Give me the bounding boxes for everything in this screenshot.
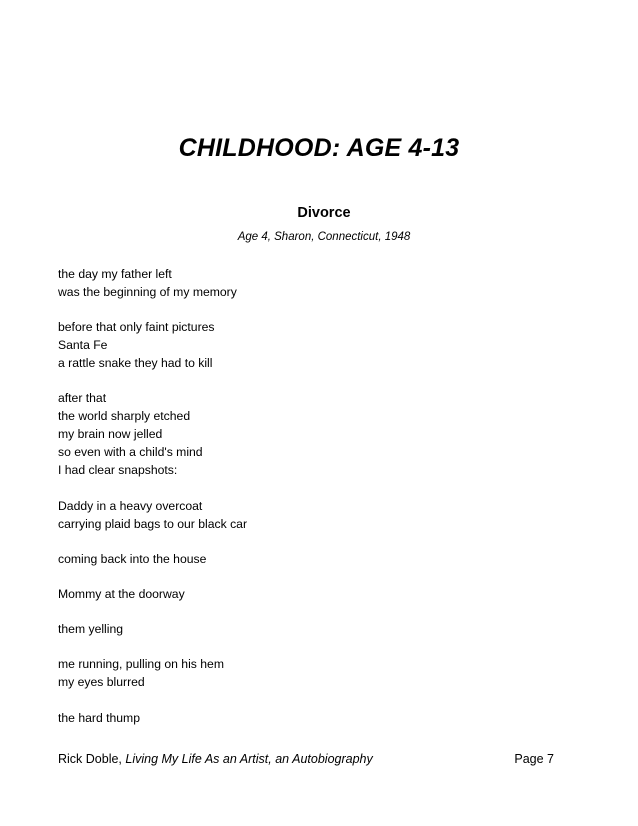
- stanza: [58, 550, 558, 568]
- poem-line: them yelling: [58, 622, 124, 637]
- footer-citation: [58, 752, 373, 766]
- poem-line: Santa Fe: [58, 338, 108, 353]
- poem-line: the world sharply etched: [58, 409, 191, 424]
- poem-line: carrying plaid bags to our black car: [58, 516, 248, 531]
- poem-line: me running, pulling on his hem: [58, 657, 224, 672]
- poem-line: after that: [58, 391, 107, 406]
- stanza-gap: [58, 568, 558, 585]
- poem-line: my brain now jelled: [58, 427, 163, 442]
- stanza: [58, 389, 558, 479]
- stanza-gap: [58, 372, 558, 389]
- footer-book-title: Living My Life As an Artist, an Autobiography: [125, 752, 373, 766]
- stanza: [58, 620, 558, 638]
- page-footer: [58, 752, 554, 766]
- poem-line: the hard thump: [58, 710, 140, 725]
- poem-line: Mommy at the doorway: [58, 586, 185, 601]
- stanza-gap: [58, 691, 558, 708]
- stanza: [58, 497, 558, 533]
- chapter-title: CHILDHOOD: AGE 4-13: [178, 134, 460, 162]
- footer-author: Rick Doble,: [58, 752, 126, 766]
- poem-line: I had clear snapshots:: [58, 463, 178, 478]
- poem-body: [58, 265, 558, 727]
- poem-title: Divorce: [297, 205, 351, 221]
- page-number: Page 7: [514, 752, 554, 766]
- stanza-gap: [58, 603, 558, 620]
- poem-line: Daddy in a heavy overcoat: [58, 498, 203, 513]
- poem-line: was the beginning of my memory: [58, 285, 237, 299]
- stanza-gap: [58, 638, 558, 655]
- poem-subtitle: Age 4, Sharon, Connecticut, 1948: [237, 231, 411, 243]
- stanza: [58, 709, 558, 727]
- stanza: [58, 265, 558, 301]
- stanza: [58, 655, 558, 691]
- poem-line: the day my father left: [58, 267, 172, 281]
- stanza-gap: [58, 533, 558, 550]
- poem-line: coming back into the house: [58, 551, 207, 566]
- stanza-gap: [58, 479, 558, 496]
- poem-line: before that only faint pictures: [58, 320, 215, 335]
- poem-line: my eyes blurred: [58, 675, 145, 690]
- poem-line: so even with a child's mind: [58, 445, 203, 460]
- stanza-gap: [58, 301, 558, 318]
- stanza: [58, 318, 558, 372]
- stanza: [58, 585, 558, 603]
- poem-line: a rattle snake they had to kill: [58, 356, 213, 371]
